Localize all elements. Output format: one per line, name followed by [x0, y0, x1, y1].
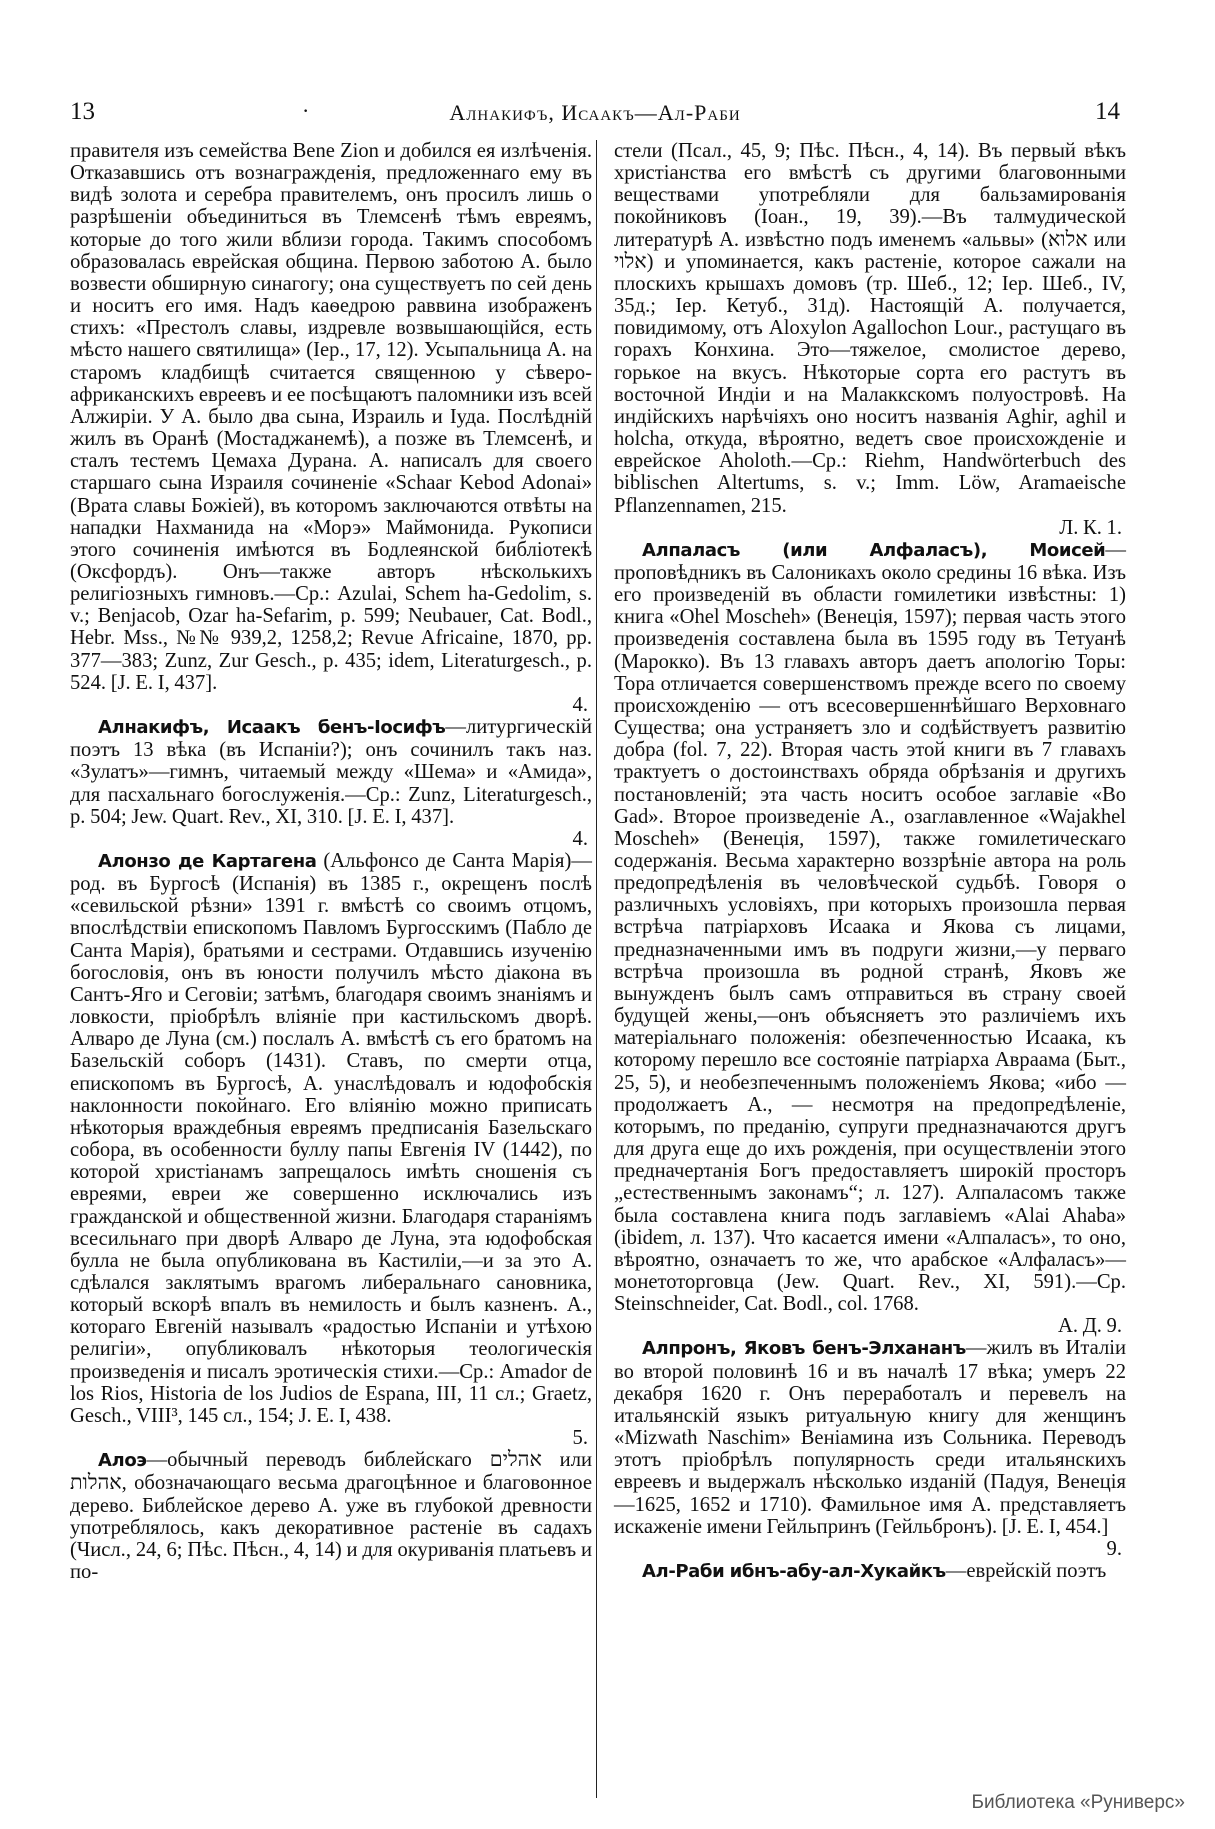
- article-text: правителя изъ семейства Bene Zion и добился ея излѣченія. Отказавшись отъ вознагражденія, предложеннаго ему въ видѣ золота и серебра правителемъ, онъ просилъ лишь о разрѣшеніи объединиться въ Тлемсенѣ тѣмъ евреямъ, которые до того жили вблизи города. Такимъ способомъ образовалась еврейская община. Первою заботою А. было возвести обширную синагогу; она существуетъ по сей день и носитъ его имя. Надъ каѳедрою раввина изображенъ стихъ: «Престолъ славы, издревле возвышающійся, есть мѣсто нашего святилища» (Іер., 17, 12). Усыпальница А. на старомъ кладбищѣ считается священною у сѣверо-африканскихъ евреевъ и ее посѣщаютъ паломники изъ всей Алжиріи. У А. было два сына, Израиль и Іуда. Послѣдній жилъ въ Оранѣ (Мостаджанемѣ), а позже въ Тлемсенѣ, и сталъ тестемъ Цемаха Дурана. А. написалъ для своего старшаго сына Израиля сочиненіе «Schaar Kebod Adonai» (Врата славы Божіей), въ которомъ заключаются отвѣты на нападки Нахманида на «Морэ» Маймонида. Рукописи этого сочиненія имѣются въ Бодлеянской библіотекѣ (Оксфордъ). Онъ—также авторъ нѣсколькихъ религіозныхъ гимновъ.—Ср.: Azulai, Schem ha-Gedolim, s. v.; Benjacob, Ozar ha-Sefarim, p. 599; Neubauer, Cat. Bodl., Hebr. Mss., №№ 939,2, 1258,2; Revue Africaine, 1870, pp. 377—383; Zunz, Zur Gesch., p. 435; idem, Literaturgesch., p. 524. [J. E. I, 437].: [70, 140, 592, 694]
- entry-heading: Алпронъ, Яковъ бенъ-Элхананъ: [642, 1338, 966, 1360]
- entry-text: —еврейскій поэтъ: [945, 1560, 1107, 1582]
- entry-signature: 4.: [572, 827, 588, 850]
- entry-text: —жилъ въ Италіи во второй половинѣ 16 и въ началѣ 17 вѣка; умеръ 22 декабря 1620 г. Онъ переработалъ и перевелъ на итальянскій языкъ ритуальную книгу для женщинъ «Mizwath Naschim» Веніамина изъ Сольника. Переводъ этотъ пріобрѣлъ популярность среди итальянскихъ евреевъ и выдержалъ нѣсколько изданій (Падуя, Венеція—1625, 1652 и 1710). Фамильное имя А. представляетъ искаженіе имени Гейльпринъ (Гейльбронъ). [J. E. I, 454.]: [614, 1337, 1126, 1538]
- entry-heading: Алоэ: [98, 1450, 147, 1472]
- running-title: Алнакифъ, Исаакъ—Ал-Раби: [449, 100, 741, 125]
- article-continuation: [70, 140, 592, 716]
- entry-text: —обычный переводъ библейскаго אהלים или אהלות, обозначающаго весьма драгоцѣнное и благовонное дерево. Библейское дерево А. уже въ глубокой древности употреблялось, какъ декоративное растеніе въ садахъ (Числ., 24, 6; Пѣс. Пѣсн., 4, 14) и для окуриванія платьевъ и по-: [70, 1449, 592, 1583]
- entry-text: —проповѣдникъ въ Салоникахъ около средины 16 вѣка. Изъ его произведеній въ области гомилетики извѣстны: 1) книга «Ohel Moscheh» (Венеція, 1597); первая часть этого произведенія составлена была въ 1595 году въ Тетуанѣ (Марокко). Въ 13 главахъ авторъ даетъ апологію Торы: Тора отличается совершенствомъ прежде всего по своему происхожденію — отъ всесовершеннѣйшаго Верховнаго Существа; она устраняетъ зло и содѣйствуетъ развитію добра (fol. 7, 22). Вторая часть этой книги въ 7 главахъ трактуетъ о достоинствахъ обряда обрѣзанія и другихъ постановленій; эта часть носитъ особое заглавіе «Bo Gad». Второе произведеніе А., озаглавленное «Wajakhel Moscheh» (Венеція, 1597), также гомилетическаго содержанія. Весьма характерно воззрѣніе автора на роль предопредѣленія въ человѣческой судьбѣ. Говоря о различныхъ условіяхъ, при которыхъ произошла первая встрѣча патріарховъ Исаака и Якова съ лицами, предназначенными имъ въ подруги жизни,—у перваго встрѣча произошла въ родной странѣ, Яковъ же вынужденъ былъ самъ отправиться въ страну своей будущей жены,—онъ объясняетъ это различіемъ ихъ матеріальнаго положенія: обезпеченностью Исаака, къ которому перешло все состояніе патріарха Авраама (Быт., 25, 5), и необезпеченнымъ положеніемъ Якова; «ибо — продолжаетъ А., — несмотря на предопредѣленіе, которымъ, по преданію, супруги предназначаются другъ для друга еще до ихъ рожденія, при осуществленіи этого предначертанія Богъ предоставляетъ широкій просторъ „естественнымъ законамъ“; л. 127). Алпаласомъ также была составлена книга подъ заглавіемъ «Alai Ahaba» (ibidem, л. 137). Что касается имени «Алпаласъ», то оно, вѣроятно, означаетъ то же, что арабское «Алфаласъ»—монетоторговца (Jew. Quart. Rev., XI, 591).—Ср. Steinschneider, Cat. Bodl., col. 1768.: [614, 538, 1126, 1316]
- article-signature: 4.: [572, 693, 588, 716]
- left-column: [70, 140, 592, 1583]
- entry-text: (Альфонсо де Санта Марія)—род. въ Бургосѣ (Испанія) въ 1385 г., окрещенъ послѣ «севильской рѣзни» 1391 г. вмѣстѣ со своимъ отцомъ, впослѣдствіи епископомъ Павломъ Бургосскимъ (Пабло де Санта Марія), братьями и сестрами. Отдавшись изученію богословія, онъ въ юности получилъ мѣсто діакона въ Сантъ-Яго и Сеговіи; затѣмъ, благодаря своимъ знаніямъ и ловкости, пріобрѣлъ вліяніе при кастильскомъ дворѣ. Алваро де Луна (см.) послалъ А. вмѣстѣ съ его братомъ на Базельскій соборъ (1431). Ставъ, по смерти отца, епископомъ въ Бургосѣ, А. унаслѣдовалъ и юдофобскія наклонности покойнаго. Его вліянію можно приписать нѣкоторыя враждебныя евреямъ предписанія Базельскаго собора, въ особенности буллу папы Евгенія IV (1442), по которой христіанамъ запрещалось имѣть сношенія съ евреями, евреи же совершенно исключались изъ гражданской и общественной жизни. Благодаря стараніямъ всесильнаго при дворѣ Алваро де Луна, эта юдофобская булла не была опубликована въ Кастиліи,—и за это А. сдѣлался заклятымъ врагомъ либеральнаго сановника, который вскорѣ впалъ въ немилость и былъ казненъ. А., котораго Евгеній называлъ «радостью Испаніи и утѣхою религіи», опубликовалъ нѣкоторыя теологическія произведенія и писалъ эротическія стихи.—Ср.: Amador de los Rios, Historia de los Judios de Espana, III, 11 сл.; Graetz, Gesch., VIII³, 145 сл., 154; J. E. I, 438.: [70, 850, 592, 1427]
- entry-alnakif-isaak: [70, 716, 592, 850]
- entry-text: —литургическій поэтъ 13 вѣка (въ Испаніи?); онъ сочинилъ такъ наз. «Зулатъ»—гимнъ, читаемый между «Шема» и «Амида», для пасхальнаго богослуженія.—Ср.: Zunz, Literaturgesch., p. 504; Jew. Quart. Rev., XI, 310. [J. E. I, 437].: [70, 716, 592, 828]
- column-divider: [596, 140, 597, 1798]
- library-watermark: Библиотека «Руниверс»: [971, 1792, 1185, 1813]
- article-continuation: [614, 140, 1126, 539]
- header-dot: ·: [302, 98, 310, 123]
- entry-heading: Алнакифъ, Исаакъ бенъ-Іосифъ: [98, 717, 446, 739]
- entry-alpron-yakov: [614, 1337, 1126, 1560]
- entry-heading: Ал-Раби ибнъ-абу-ал-Хукайкъ: [642, 1561, 946, 1582]
- entry-al-rabi: [614, 1560, 1126, 1583]
- page-number-right: 14: [1095, 98, 1120, 125]
- page-header: [70, 98, 1120, 134]
- page-number-left: 13: [70, 98, 95, 125]
- entry-heading: Алпаласъ (или Алфаласъ), Моисей: [642, 539, 1106, 561]
- entry-heading: Алонзо де Картагена: [98, 851, 317, 872]
- entry-alpalas-moisei: [614, 539, 1126, 1338]
- article-text: стели (Псал., 45, 9; Пѣс. Пѣсн., 4, 14). Въ первый вѣкъ христіанства его вмѣстѣ съ другими благовонными веществами употребляли для бальзамированія покойниковъ (Іоан., 19, 39).—Въ талмудической литературѣ А. извѣстно подъ именемъ «альвы» (אלוא или אלוי) и упоминается, какъ растеніе, которое сажали на плоскихъ крышахъ домовъ (тр. Шеб., 12; Іер. Шеб., IV, 35д.; Іер. Кетуб., 31д). Настоящій А. получается, повидимому, отъ Aloxylon Agallochon Lour., растущаго въ горахъ Конхина. Это—тяжелое, смолистое дерево, горькое на вкусъ. Нѣкоторые сорта его растутъ въ восточной Индіи и на Малаккскомъ полуостровѣ. На индійскихъ нарѣчіяхъ оно носитъ названія Aghir, aghil и holcha, откуда, вѣроятно, ведетъ свое происхожденіе и еврейское Aholoth.—Ср.: Riehm, Handwörterbuch des biblischen Altertums, s. v.; Imm. Löw, Aramaeische Pflanzennamen, 215.: [614, 140, 1126, 517]
- entry-signature: 5.: [572, 1427, 588, 1450]
- entry-signature: 9.: [1106, 1537, 1122, 1560]
- right-column: [614, 140, 1126, 1583]
- entry-signature: А. Д. 9.: [1058, 1315, 1122, 1338]
- entry-aloe: [70, 1449, 592, 1583]
- article-signature: Л. К. 1.: [1059, 516, 1122, 539]
- entry-alonzo-de-kartagena: [70, 850, 592, 1449]
